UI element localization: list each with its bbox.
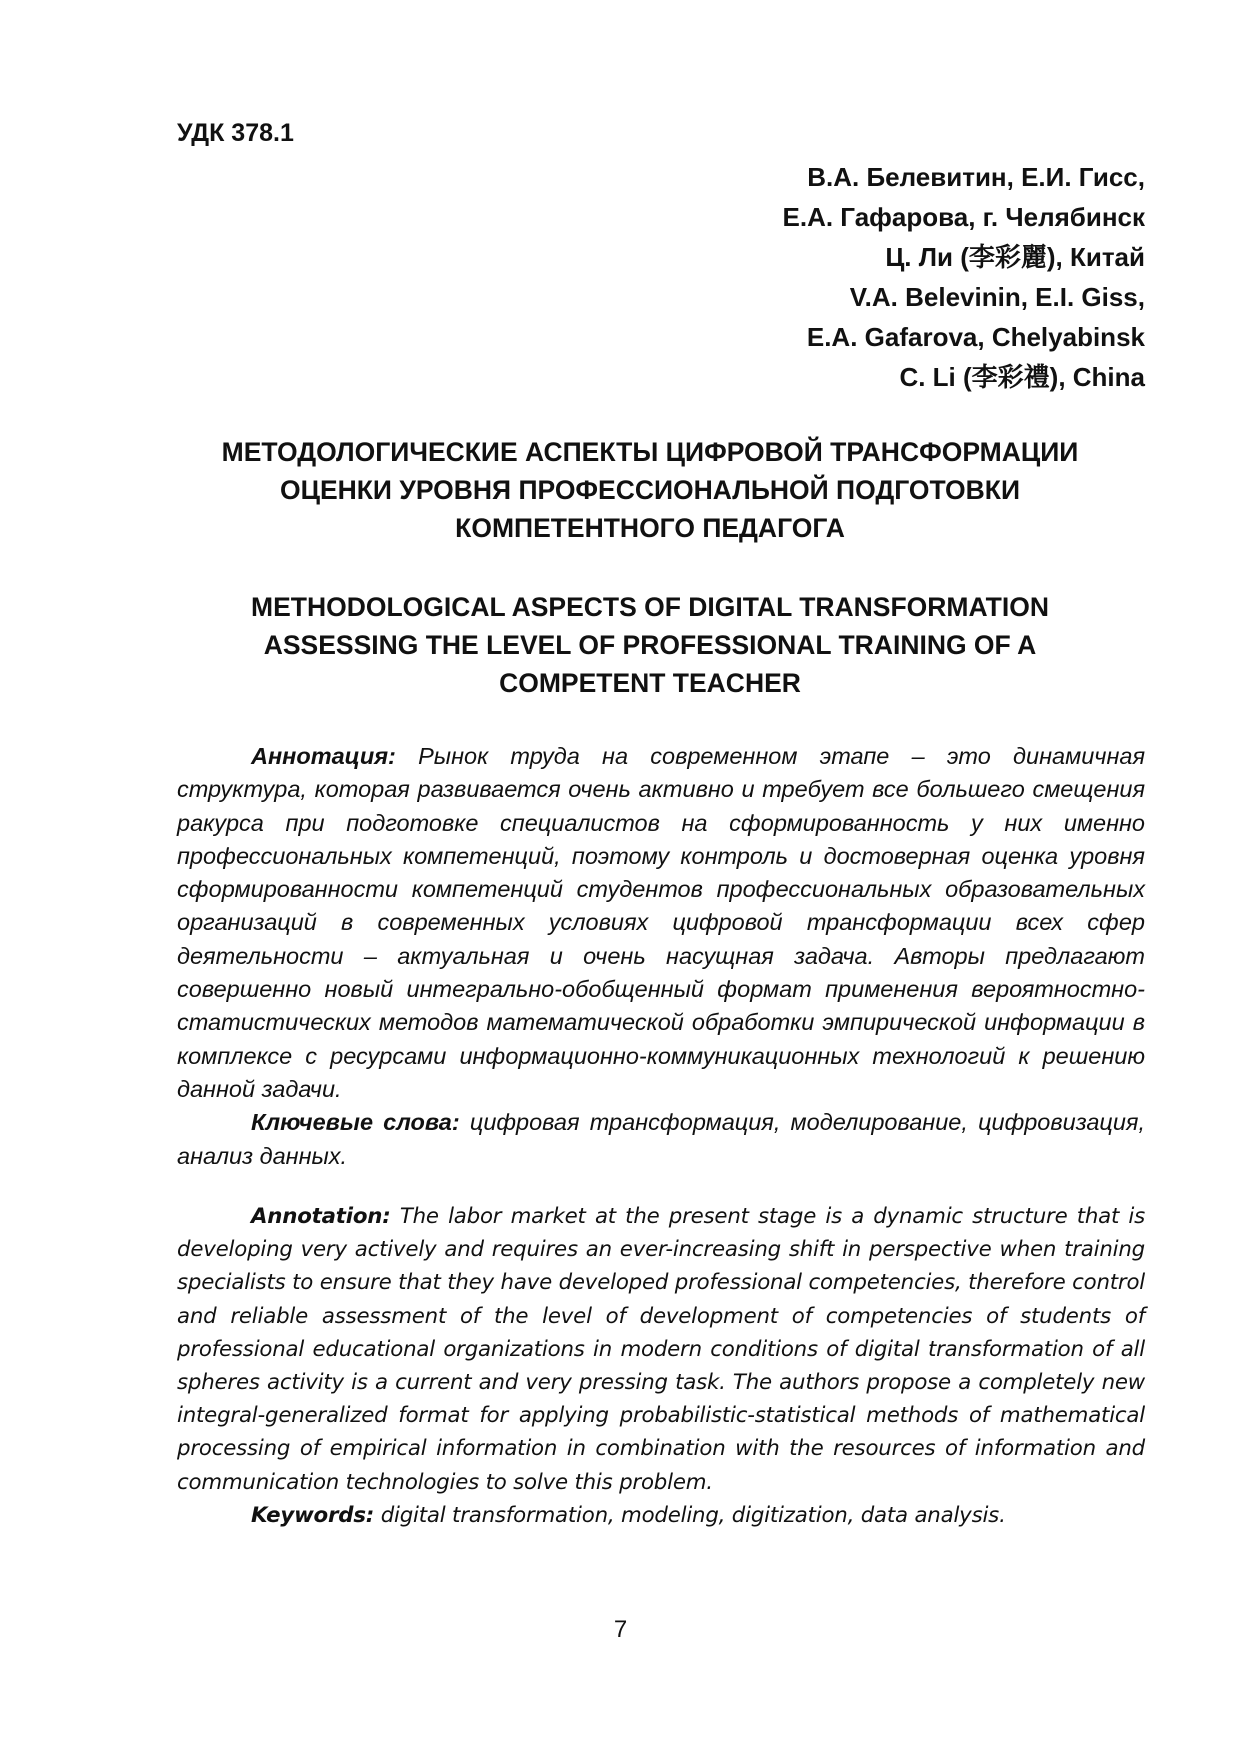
keywords-text: digital transformation, modeling, digitization, data analysis. xyxy=(380,1502,1006,1528)
abstract-english xyxy=(177,1200,1145,1532)
author-line: V.A. Belevinin, E.I. Giss, xyxy=(849,282,1145,312)
author-line: E.A. Gafarova, Chelyabinsk xyxy=(806,322,1145,352)
title-line: METHODOLOGICAL ASPECTS OF DIGITAL TRANSFORMATION xyxy=(251,592,1049,622)
title-line: МЕТОДОЛОГИЧЕСКИЕ АСПЕКТЫ ЦИФРОВОЙ ТРАНСФОРМАЦИИ xyxy=(221,437,1079,467)
keywords-label: Keywords: xyxy=(251,1502,375,1528)
title-russian xyxy=(150,433,1150,547)
author-line: C. Li (李彩禮), China xyxy=(899,362,1145,392)
abstract-text: The labor market at the present stage is a dynamic structure that is developing very actively and requires an ever-increasing shift in perspective when training specialists to ensure that they have developed professional competencies, therefore control and reliable assessment of the level of development of competencies of students of professional educational organizations in modern conditions of digital transformation of all spheres activity is a current and very pressing task. The authors propose a completely new integral-generalized format for applying probabilistic-statistical methods of mathematical processing of empirical information in combination with the resources of information and communication technologies to solve this problem. xyxy=(177,1204,1145,1495)
title-line: ASSESSING THE LEVEL OF PROFESSIONAL TRAINING OF A xyxy=(263,630,1037,660)
abstract-text: Рынок труда на современном этапе – это динамичная структура, которая развивается очень активно и требует все большего смещения ракурса при подготовке специалистов на сформированность у них именно профессиональных компетенций, поэтому контроль и достоверная оценка уровня сформированности компетенций студентов профессиональных образовательных организаций в современных условиях цифровой трансформации всех сфер деятельности – актуальная и очень насущная задача. Авторы предлагают совершенно новый интегрально-обобщенный формат применения вероятностно-статистических методов математической обработки эмпирической информации в комплексе с ресурсами информационно-коммуникационных технологий к решению данной задачи. xyxy=(177,743,1145,1102)
title-line: КОМПЕТЕНТНОГО ПЕДАГОГА xyxy=(455,513,845,543)
page-number: 7 xyxy=(613,1616,628,1643)
author-line: Ц. Ли (李彩麗), Китай xyxy=(885,242,1145,272)
authors-block xyxy=(445,157,1145,397)
author-line: В.А. Белевитин, Е.И. Гисс, xyxy=(807,162,1145,192)
abstract-label: Annotation: xyxy=(251,1204,391,1229)
abstract-paragraph xyxy=(177,1200,1145,1499)
keywords-label: Ключевые слова: xyxy=(251,1109,460,1136)
title-english xyxy=(150,588,1150,702)
udk-code: УДК 378.1 xyxy=(177,119,294,147)
abstract-paragraph xyxy=(177,740,1145,1106)
author-line: Е.А. Гафарова, г. Челябинск xyxy=(782,202,1145,232)
keywords-paragraph xyxy=(177,1499,1145,1532)
keywords-paragraph xyxy=(177,1106,1145,1173)
keywords-text: цифровая трансформация, моделирование, цифровизация, анализ данных. xyxy=(177,1109,1146,1169)
abstract-russian xyxy=(177,740,1145,1173)
title-line: COMPETENT TEACHER xyxy=(499,668,801,698)
title-line: ОЦЕНКИ УРОВНЯ ПРОФЕССИОНАЛЬНОЙ ПОДГОТОВКИ xyxy=(279,475,1021,505)
abstract-label: Аннотация: xyxy=(251,743,396,769)
